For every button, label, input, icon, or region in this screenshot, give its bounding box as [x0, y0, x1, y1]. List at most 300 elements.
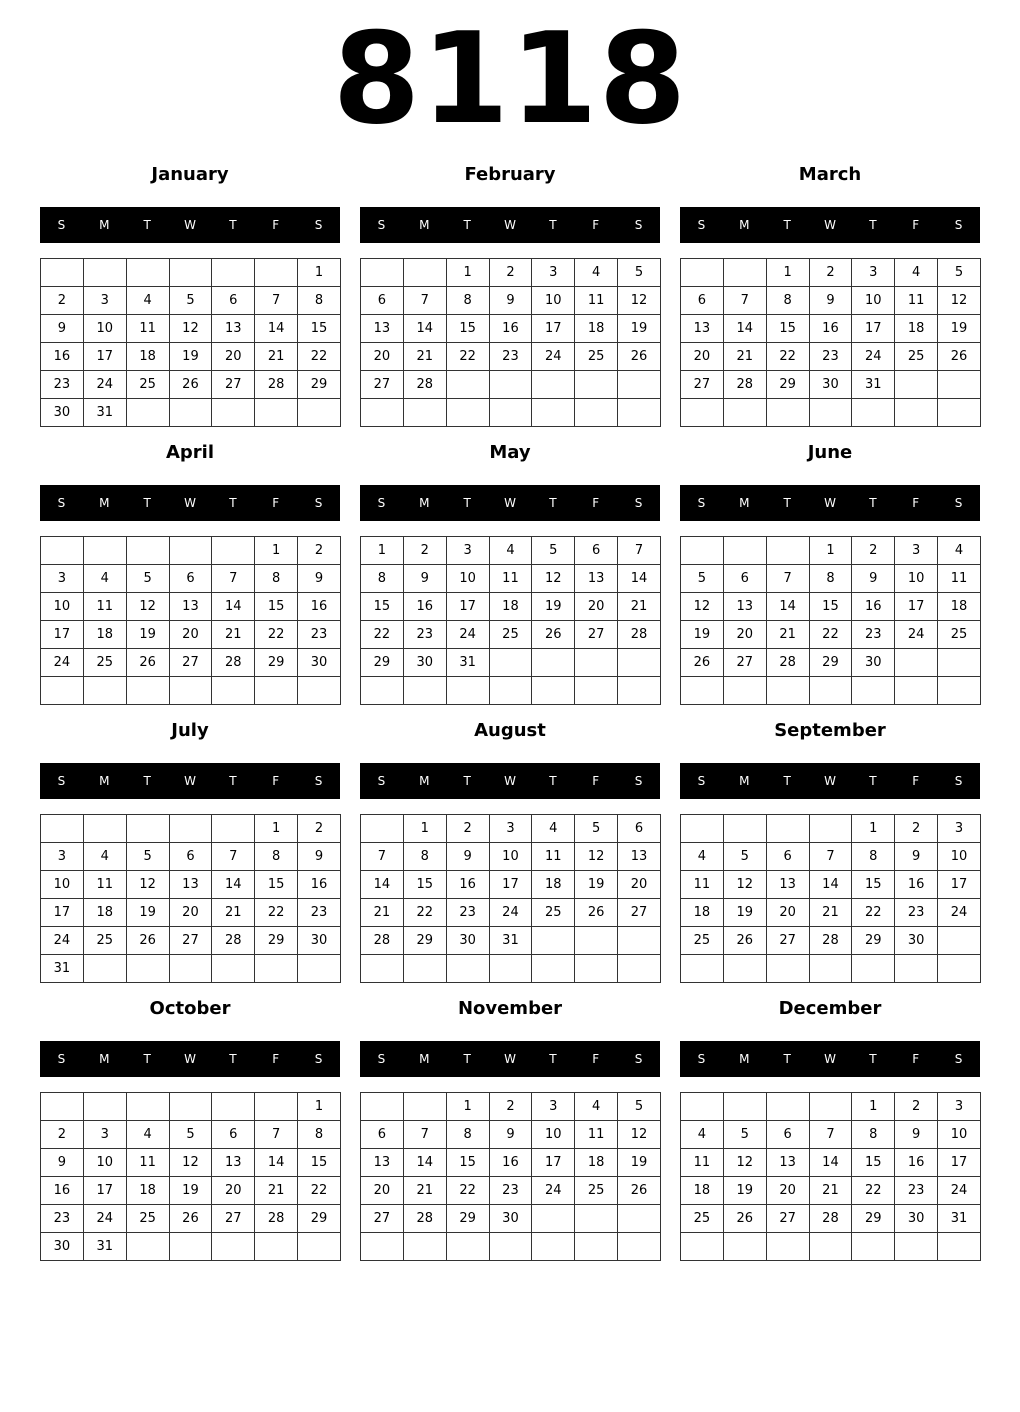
day-cell: 6	[361, 1121, 404, 1149]
day-cell	[575, 955, 618, 983]
day-cell: 31	[852, 371, 895, 399]
week-row	[681, 899, 981, 927]
day-cell	[126, 677, 169, 705]
week-row	[681, 315, 981, 343]
day-cell: 27	[361, 1205, 404, 1233]
day-cell	[255, 677, 298, 705]
day-cell	[361, 677, 404, 705]
day-cell: 11	[575, 287, 618, 315]
day-cell: 8	[403, 843, 446, 871]
day-cell: 13	[361, 315, 404, 343]
month-name: January	[151, 164, 229, 185]
day-cell: 19	[681, 621, 724, 649]
weekday-label: F	[592, 774, 600, 788]
day-cell	[766, 677, 809, 705]
day-cell: 21	[766, 621, 809, 649]
day-cell	[618, 927, 661, 955]
day-cell: 12	[723, 871, 766, 899]
weekday-label: S	[314, 1052, 323, 1066]
day-cell: 12	[169, 1149, 212, 1177]
day-cell: 7	[403, 1121, 446, 1149]
day-cell	[723, 815, 766, 843]
day-cell: 1	[255, 815, 298, 843]
weekday-label: S	[57, 218, 66, 232]
day-cell: 7	[723, 287, 766, 315]
day-cell: 27	[212, 371, 255, 399]
day-cell	[852, 1233, 895, 1261]
day-cell	[618, 371, 661, 399]
day-cell: 26	[169, 371, 212, 399]
day-cell: 23	[489, 343, 532, 371]
weekday-label: S	[634, 496, 643, 510]
week-row	[41, 621, 341, 649]
week-row	[361, 1093, 661, 1121]
weekday-header	[40, 763, 340, 799]
day-cell: 20	[212, 343, 255, 371]
day-cell	[723, 537, 766, 565]
day-cell	[489, 649, 532, 677]
day-cell: 28	[255, 1205, 298, 1233]
weekday-label: S	[954, 1052, 963, 1066]
day-cell: 12	[681, 593, 724, 621]
weekday-label: T	[463, 774, 471, 788]
day-cell: 24	[938, 899, 981, 927]
day-cell	[575, 649, 618, 677]
day-cell: 17	[895, 593, 938, 621]
weekday-label: T	[783, 496, 791, 510]
day-grid	[680, 1092, 981, 1261]
day-cell	[255, 259, 298, 287]
week-row	[41, 927, 341, 955]
day-cell: 10	[938, 843, 981, 871]
day-cell	[403, 399, 446, 427]
day-cell: 1	[298, 1093, 341, 1121]
weekday-label: F	[912, 774, 920, 788]
weekday-label: W	[824, 1052, 836, 1066]
day-cell: 3	[938, 815, 981, 843]
day-cell: 1	[361, 537, 404, 565]
day-cell: 24	[532, 343, 575, 371]
day-cell: 9	[895, 843, 938, 871]
day-cell: 27	[766, 1205, 809, 1233]
weekday-label: T	[463, 218, 471, 232]
day-cell	[361, 1093, 404, 1121]
day-cell: 17	[489, 871, 532, 899]
weekday-header	[680, 1041, 980, 1077]
week-row	[681, 621, 981, 649]
day-cell: 20	[361, 1177, 404, 1205]
day-cell: 4	[126, 1121, 169, 1149]
day-cell	[489, 955, 532, 983]
day-cell: 4	[126, 287, 169, 315]
day-cell: 4	[681, 1121, 724, 1149]
day-cell	[41, 259, 84, 287]
day-cell: 26	[532, 621, 575, 649]
day-cell: 27	[575, 621, 618, 649]
day-cell: 24	[532, 1177, 575, 1205]
weekday-header	[680, 207, 980, 243]
day-cell	[618, 649, 661, 677]
week-row	[41, 815, 341, 843]
day-cell: 19	[618, 315, 661, 343]
day-cell: 12	[938, 287, 981, 315]
day-cell: 13	[169, 871, 212, 899]
day-cell	[766, 955, 809, 983]
day-cell	[403, 1093, 446, 1121]
day-cell: 24	[83, 371, 126, 399]
day-cell	[41, 1093, 84, 1121]
day-cell	[618, 955, 661, 983]
day-cell	[489, 399, 532, 427]
day-cell: 8	[766, 287, 809, 315]
day-cell: 15	[255, 871, 298, 899]
day-cell	[938, 649, 981, 677]
day-cell	[169, 815, 212, 843]
weekday-label: T	[783, 774, 791, 788]
day-cell	[575, 677, 618, 705]
day-cell: 16	[298, 871, 341, 899]
weekday-label: T	[869, 218, 877, 232]
day-cell	[298, 1233, 341, 1261]
day-cell: 10	[895, 565, 938, 593]
week-row	[681, 565, 981, 593]
weekday-label: M	[99, 218, 110, 232]
day-cell	[852, 399, 895, 427]
day-cell	[169, 537, 212, 565]
day-cell: 28	[618, 621, 661, 649]
day-grid	[360, 536, 661, 705]
day-cell: 20	[766, 1177, 809, 1205]
day-cell: 20	[361, 343, 404, 371]
day-cell: 22	[361, 621, 404, 649]
day-cell	[126, 399, 169, 427]
day-cell: 24	[938, 1177, 981, 1205]
day-cell: 5	[723, 843, 766, 871]
day-cell	[809, 677, 852, 705]
day-cell: 31	[446, 649, 489, 677]
day-cell: 29	[766, 371, 809, 399]
week-row	[361, 537, 661, 565]
day-cell: 9	[852, 565, 895, 593]
day-cell: 22	[852, 899, 895, 927]
week-row	[41, 343, 341, 371]
day-cell	[169, 1093, 212, 1121]
day-cell	[766, 815, 809, 843]
weekday-label: T	[549, 218, 557, 232]
day-cell: 2	[41, 1121, 84, 1149]
week-row	[681, 593, 981, 621]
day-grid	[360, 814, 661, 983]
day-cell: 18	[126, 1177, 169, 1205]
day-cell: 23	[41, 371, 84, 399]
day-cell: 8	[298, 287, 341, 315]
day-cell: 18	[895, 315, 938, 343]
weekday-header	[40, 485, 340, 521]
day-cell: 12	[618, 1121, 661, 1149]
day-cell: 5	[723, 1121, 766, 1149]
day-cell: 29	[255, 927, 298, 955]
day-cell: 26	[681, 649, 724, 677]
day-cell: 26	[618, 1177, 661, 1205]
weekday-label: S	[954, 218, 963, 232]
day-grid	[680, 814, 981, 983]
day-cell: 23	[403, 621, 446, 649]
month-name: March	[798, 164, 862, 185]
day-cell: 14	[766, 593, 809, 621]
day-cell: 30	[489, 1205, 532, 1233]
day-cell	[169, 399, 212, 427]
day-cell: 21	[618, 593, 661, 621]
day-cell: 31	[938, 1205, 981, 1233]
week-row	[361, 1205, 661, 1233]
day-cell: 2	[895, 815, 938, 843]
day-cell	[618, 677, 661, 705]
day-cell	[809, 399, 852, 427]
day-cell: 17	[41, 899, 84, 927]
day-cell: 29	[852, 927, 895, 955]
day-cell	[255, 1233, 298, 1261]
day-cell: 18	[126, 343, 169, 371]
day-cell: 11	[681, 1149, 724, 1177]
day-cell: 1	[766, 259, 809, 287]
weekday-header	[680, 763, 980, 799]
day-cell: 18	[83, 621, 126, 649]
weekday-label: S	[314, 496, 323, 510]
day-cell: 31	[41, 955, 84, 983]
day-cell	[212, 537, 255, 565]
week-row	[681, 537, 981, 565]
day-cell: 19	[532, 593, 575, 621]
day-cell: 6	[618, 815, 661, 843]
day-cell: 5	[575, 815, 618, 843]
day-cell: 31	[83, 1233, 126, 1261]
day-cell: 27	[723, 649, 766, 677]
day-cell: 17	[83, 343, 126, 371]
day-cell: 15	[766, 315, 809, 343]
day-cell: 28	[809, 1205, 852, 1233]
day-cell: 23	[298, 899, 341, 927]
week-row	[361, 1233, 661, 1261]
day-cell: 19	[575, 871, 618, 899]
day-cell: 7	[618, 537, 661, 565]
week-row	[361, 649, 661, 677]
weekday-header	[360, 1041, 660, 1077]
day-cell: 2	[298, 537, 341, 565]
month-name: February	[464, 164, 556, 185]
day-cell	[532, 1205, 575, 1233]
day-cell	[255, 399, 298, 427]
weekday-label: W	[824, 218, 836, 232]
day-grid	[40, 536, 341, 705]
day-cell	[723, 1233, 766, 1261]
day-cell: 21	[809, 899, 852, 927]
day-cell	[489, 1233, 532, 1261]
weekday-label: T	[869, 1052, 877, 1066]
day-cell: 12	[723, 1149, 766, 1177]
day-cell: 22	[298, 343, 341, 371]
day-cell: 22	[255, 899, 298, 927]
weekday-label: T	[783, 218, 791, 232]
day-cell: 18	[938, 593, 981, 621]
day-cell: 1	[255, 537, 298, 565]
day-cell: 15	[852, 871, 895, 899]
day-cell: 14	[618, 565, 661, 593]
day-cell: 22	[255, 621, 298, 649]
day-cell: 16	[41, 1177, 84, 1205]
weekday-label: S	[634, 1052, 643, 1066]
day-cell	[212, 399, 255, 427]
day-cell: 3	[41, 843, 84, 871]
day-cell: 3	[83, 1121, 126, 1149]
day-cell	[126, 1093, 169, 1121]
week-row	[681, 1233, 981, 1261]
day-cell	[212, 677, 255, 705]
day-cell: 12	[169, 315, 212, 343]
weekday-label: M	[739, 1052, 750, 1066]
weekday-label: T	[549, 496, 557, 510]
day-cell: 28	[212, 927, 255, 955]
day-cell: 31	[83, 399, 126, 427]
day-cell	[83, 1093, 126, 1121]
week-row	[681, 1149, 981, 1177]
day-cell: 13	[723, 593, 766, 621]
day-cell	[895, 1233, 938, 1261]
day-cell: 23	[809, 343, 852, 371]
weekday-label: T	[229, 774, 237, 788]
day-cell: 4	[489, 537, 532, 565]
day-cell: 20	[681, 343, 724, 371]
weekday-header	[680, 485, 980, 521]
week-row	[681, 1093, 981, 1121]
day-cell: 2	[41, 287, 84, 315]
week-row	[41, 1177, 341, 1205]
day-cell: 30	[852, 649, 895, 677]
day-cell: 26	[126, 649, 169, 677]
day-cell: 5	[938, 259, 981, 287]
day-cell	[938, 371, 981, 399]
weekday-label: F	[272, 218, 280, 232]
weekday-label: M	[739, 218, 750, 232]
day-cell	[403, 1233, 446, 1261]
weekday-label: T	[143, 1052, 151, 1066]
month-name: September	[774, 720, 886, 741]
day-cell	[895, 649, 938, 677]
day-cell: 23	[298, 621, 341, 649]
day-cell	[361, 259, 404, 287]
month-name: June	[807, 442, 853, 463]
day-cell: 6	[766, 1121, 809, 1149]
day-cell: 18	[681, 899, 724, 927]
weekday-label: T	[783, 1052, 791, 1066]
weekday-label: W	[504, 218, 516, 232]
week-row	[681, 287, 981, 315]
day-cell: 22	[766, 343, 809, 371]
day-cell: 18	[83, 899, 126, 927]
day-cell	[83, 677, 126, 705]
week-row	[361, 1149, 661, 1177]
day-cell: 31	[489, 927, 532, 955]
weekday-label: F	[272, 774, 280, 788]
day-cell	[83, 537, 126, 565]
day-cell: 10	[41, 593, 84, 621]
day-cell: 9	[41, 315, 84, 343]
weekday-label: T	[463, 1052, 471, 1066]
day-cell: 16	[895, 871, 938, 899]
day-cell	[361, 399, 404, 427]
day-cell: 6	[169, 565, 212, 593]
day-cell: 5	[618, 1093, 661, 1121]
weekday-header	[360, 207, 660, 243]
weekday-label: T	[229, 218, 237, 232]
weekday-label: M	[99, 774, 110, 788]
weekday-label: S	[377, 1052, 386, 1066]
day-cell	[212, 1233, 255, 1261]
weekday-label: F	[592, 1052, 600, 1066]
day-cell: 17	[532, 315, 575, 343]
weekday-label: S	[314, 218, 323, 232]
weekday-label: S	[377, 496, 386, 510]
day-cell: 17	[83, 1177, 126, 1205]
day-cell: 9	[298, 843, 341, 871]
weekday-label: S	[697, 496, 706, 510]
day-cell	[298, 399, 341, 427]
day-cell	[532, 927, 575, 955]
day-cell: 5	[169, 287, 212, 315]
day-cell: 4	[681, 843, 724, 871]
day-cell: 8	[446, 287, 489, 315]
day-cell: 11	[938, 565, 981, 593]
week-row	[681, 371, 981, 399]
day-cell: 7	[212, 565, 255, 593]
day-cell: 23	[852, 621, 895, 649]
day-cell: 15	[255, 593, 298, 621]
day-cell: 1	[446, 259, 489, 287]
day-cell: 26	[723, 927, 766, 955]
day-cell: 25	[938, 621, 981, 649]
day-cell	[403, 259, 446, 287]
day-cell: 11	[895, 287, 938, 315]
day-cell: 11	[126, 315, 169, 343]
weekday-label: S	[57, 1052, 66, 1066]
weekday-label: T	[869, 496, 877, 510]
month-name: August	[474, 720, 546, 741]
day-cell: 22	[446, 1177, 489, 1205]
weekday-label: W	[184, 1052, 196, 1066]
week-row	[681, 1205, 981, 1233]
weekday-label: M	[419, 1052, 430, 1066]
day-cell: 4	[83, 565, 126, 593]
day-cell	[938, 927, 981, 955]
day-cell: 24	[446, 621, 489, 649]
day-cell: 2	[446, 815, 489, 843]
day-cell	[446, 1233, 489, 1261]
day-cell: 15	[852, 1149, 895, 1177]
weekday-label: S	[57, 496, 66, 510]
day-cell: 27	[681, 371, 724, 399]
day-cell: 30	[403, 649, 446, 677]
weekday-label: T	[869, 774, 877, 788]
day-cell: 3	[895, 537, 938, 565]
day-cell: 15	[403, 871, 446, 899]
day-cell: 9	[489, 287, 532, 315]
day-cell	[532, 955, 575, 983]
week-row	[41, 259, 341, 287]
day-cell: 30	[41, 1233, 84, 1261]
day-cell: 11	[575, 1121, 618, 1149]
week-row	[681, 677, 981, 705]
day-cell: 14	[361, 871, 404, 899]
week-row	[681, 955, 981, 983]
